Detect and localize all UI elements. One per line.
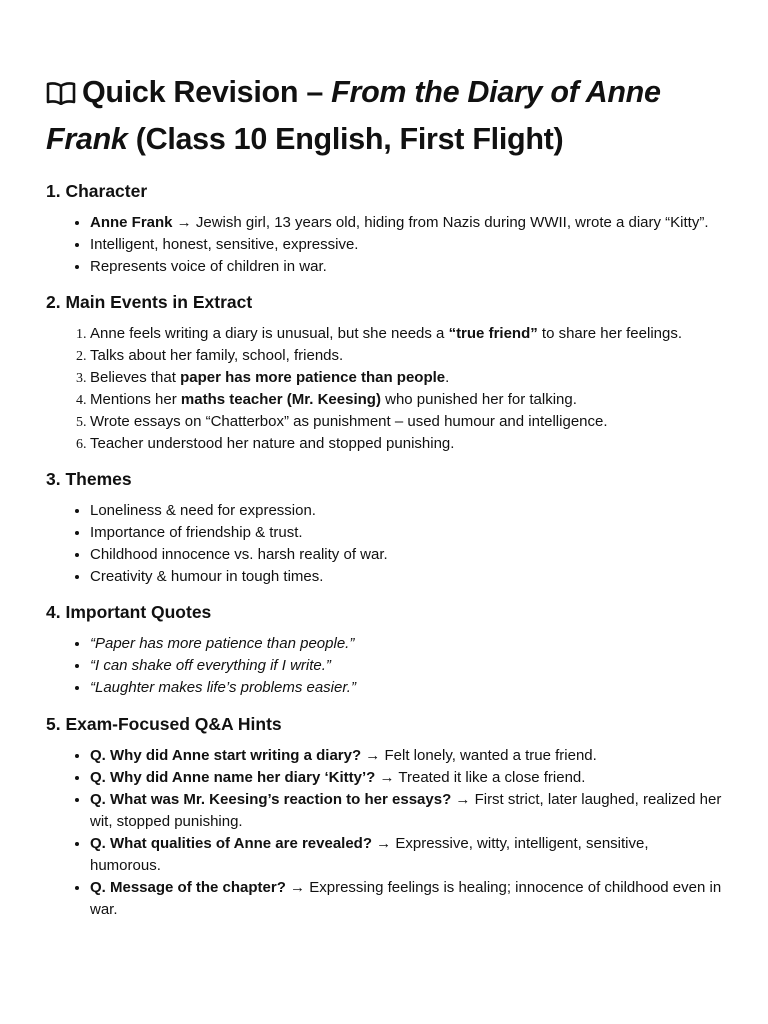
- events-list: [46, 323, 722, 455]
- section-qa-hints: [46, 713, 722, 921]
- list-item: • Represents voice of children in war.: [90, 256, 722, 278]
- section-heading: 2. Main Events in Extract: [46, 292, 253, 312]
- list-item: • Creativity & humour in tough times.: [90, 566, 722, 588]
- page-title: [46, 70, 722, 161]
- item-bold: maths teacher (Mr. Keesing): [180, 391, 381, 408]
- answer: → Felt lonely, wanted a true friend.: [361, 747, 597, 764]
- list-item: • Loneliness & need for expression.: [90, 500, 722, 522]
- question: Q. Message of the chapter?: [90, 879, 286, 896]
- list-item: • “I can shake off everything if I write.”: [90, 655, 722, 677]
- section-themes: [46, 468, 722, 588]
- item-text: Teacher understood her nature and stopped punishing.: [90, 435, 455, 452]
- question: Q. Why did Anne name her diary ‘Kitty’?: [90, 769, 376, 786]
- item-text: to share her feelings.: [537, 325, 683, 342]
- open-book-icon: [46, 73, 76, 117]
- item-text: Believes that: [90, 369, 181, 386]
- list-item: [90, 833, 722, 877]
- question: Q. Why did Anne start writing a diary?: [90, 747, 362, 764]
- item-text: → Jewish girl, 13 years old, hiding from Nazis during WWII, wrote a diary “Kitty”.: [172, 214, 709, 231]
- section-events: [46, 291, 722, 455]
- title-prefix: Quick Revision –: [82, 75, 332, 109]
- list-item: [90, 877, 722, 921]
- item-bold: Anne Frank: [90, 214, 173, 231]
- list-item: • “Laughter makes life’s problems easier.”: [90, 677, 722, 699]
- answer: → Treated it like a close friend.: [375, 769, 586, 786]
- list-item: • Intelligent, honest, sensitive, expressive.: [90, 234, 722, 256]
- themes-list: [46, 500, 722, 588]
- list-item: [90, 767, 722, 789]
- list-item: [90, 433, 722, 455]
- item-text: Mentions her: [90, 391, 181, 408]
- item-text: who punished her for talking.: [380, 391, 577, 408]
- list-item: [90, 745, 722, 767]
- answer: → First strict, later laughed, realized her wit, stopped punishing.: [90, 791, 722, 830]
- list-item: [90, 323, 722, 345]
- answer: → Expressing feelings is healing; innocence of childhood even in war.: [90, 879, 722, 918]
- list-item: • Importance of friendship & trust.: [90, 522, 722, 544]
- list-item: • Childhood innocence vs. harsh reality of war.: [90, 544, 722, 566]
- list-item: • “Paper has more patience than people.”: [90, 633, 722, 655]
- list-item: [90, 789, 722, 833]
- item-text: .: [445, 369, 450, 386]
- quotes-list: [46, 633, 722, 699]
- section-heading: 1. Character: [46, 181, 148, 201]
- qa-list: [46, 745, 722, 921]
- list-item: [90, 345, 722, 367]
- item-text: Talks about her family, school, friends.: [90, 347, 344, 364]
- question: Q. What was Mr. Keesing’s reaction to her essays?: [90, 791, 452, 808]
- character-list: [46, 212, 722, 278]
- item-text: Wrote essays on “Chatterbox” as punishment – used humour and intelligence.: [90, 413, 608, 430]
- section-heading: 3. Themes: [46, 469, 132, 489]
- list-item: [90, 411, 722, 433]
- list-item: [90, 367, 722, 389]
- section-quotes: [46, 601, 722, 699]
- question: Q. What qualities of Anne are revealed?: [90, 835, 373, 852]
- section-heading: 5. Exam-Focused Q&A Hints: [46, 714, 282, 734]
- section-heading: 4. Important Quotes: [46, 602, 212, 622]
- title-chapter-name: From the Diary of Anne Frank: [46, 75, 661, 156]
- list-item: [90, 389, 722, 411]
- list-item: [90, 212, 722, 234]
- title-suffix: (Class 10 English, First Flight): [127, 122, 564, 156]
- item-text: Anne feels writing a diary is unusual, but she needs a: [90, 325, 449, 342]
- answer: → Expressive, witty, intelligent, sensitive, humorous.: [90, 835, 649, 874]
- item-bold: paper has more patience than people: [180, 369, 446, 386]
- section-character: [46, 180, 722, 278]
- item-bold: “true friend”: [448, 325, 538, 342]
